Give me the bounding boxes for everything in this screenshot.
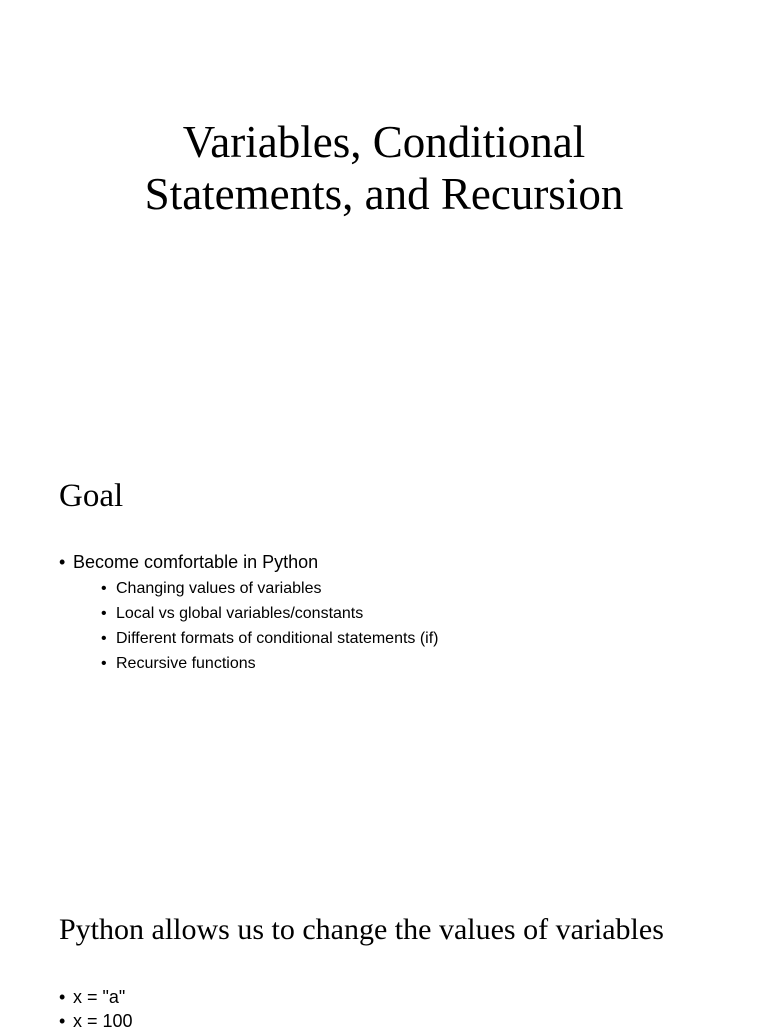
goal-bullet-list: [59, 550, 439, 676]
goal-bullet: [59, 550, 439, 676]
slide-title-line-2: Statements, and Recursion: [144, 169, 624, 219]
variables-bullet: • x = 100: [59, 1009, 133, 1033]
variables-bullet: • x = "a": [59, 985, 133, 1009]
goal-slide: [0, 432, 768, 864]
goal-heading: Goal: [59, 478, 124, 514]
goal-sub-bullet-list: [101, 576, 439, 676]
variables-heading: Python allows us to change the values of variables: [59, 913, 664, 946]
slide-title-line-1: Variables, Conditional: [182, 117, 586, 167]
variables-bullet-list: [59, 985, 133, 1033]
goal-sub-bullet: • Recursive functions: [101, 651, 439, 676]
goal-sub-bullet: • Local vs global variables/constants: [101, 601, 439, 626]
goal-sub-bullet: • Changing values of variables: [101, 576, 439, 601]
goal-bullet-text: Become comfortable in Python: [73, 552, 319, 572]
slide-title: [0, 116, 768, 220]
title-slide: [0, 0, 768, 432]
variables-slide: [0, 864, 768, 1031]
goal-sub-bullet: • Different formats of conditional statements (if): [101, 626, 439, 651]
